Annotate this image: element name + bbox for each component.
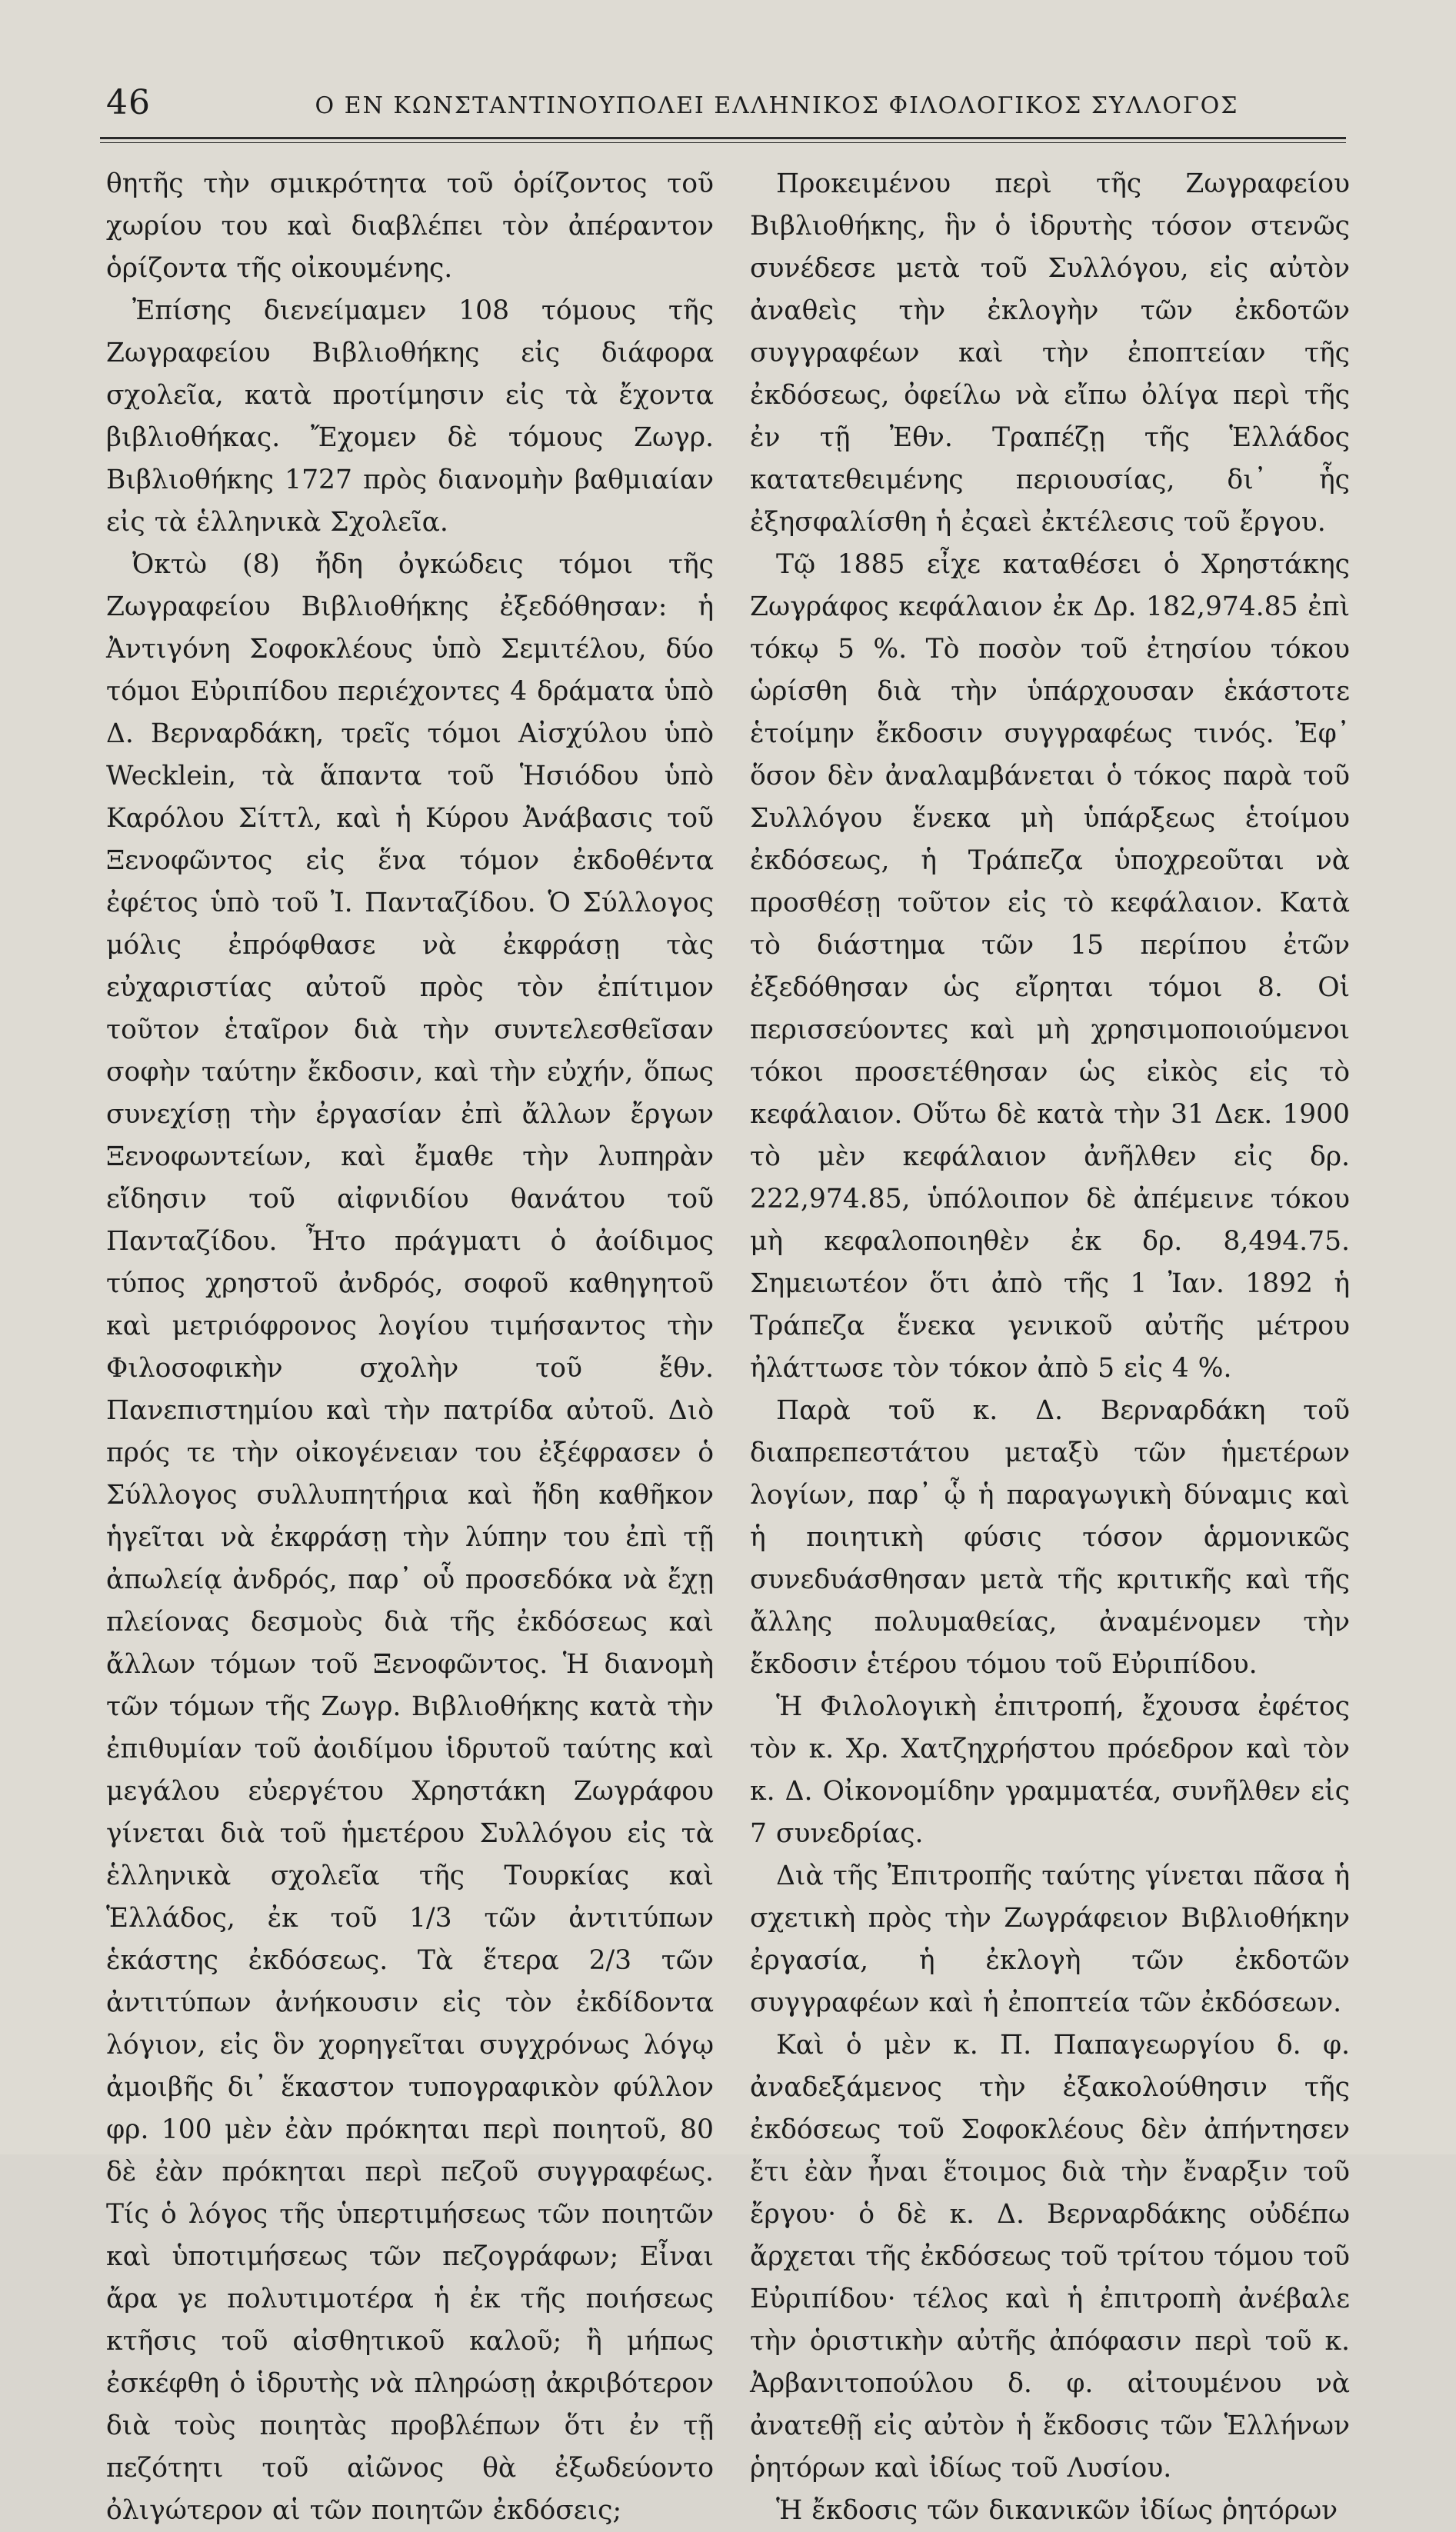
paragraph: Ἐπίσης διενείμαμεν 108 τόμους τῆς Ζωγραφείου Βιβλιοθήκης εἰς διάφορα σχολεῖα, κατὰ προτίμησιν εἰς τὰ ἔχοντα βιβλιοθήκας. Ἔχομεν δὲ τόμους Ζωγρ. Βιβλιοθήκης 1727 πρὸς διανομὴν βαθμιαίαν εἰς τὰ ἑλληνικὰ Σχολεῖα. — [106, 295, 714, 538]
paragraph: Τῷ 1885 εἶχε καταθέσει ὁ Χρηστάκης Ζωγράφος κεφάλαιον ἐκ Δρ. 182,974.85 ἐπὶ τόκῳ 5 %. Τὸ ποσὸν τοῦ ἐτησίου τόκου ὡρίσθη διὰ τὴν ὑπάρχουσαν ἑκάστοτε ἑτοίμην ἔκδοσιν συγγραφέως τινός. Ἐφ᾿ ὅσον δὲν ἀναλαμβάνεται ὁ τόκος παρὰ τοῦ Συλλόγου ἕνεκα μὴ ὑπάρξεως ἑτοίμου ἐκδόσεως, ἡ Τράπεζα ὑποχρεοῦται νὰ προσθέσῃ τοῦτον εἰς τὸ κεφάλαιον. Κατὰ τὸ διάστημα τῶν 15 περίπου ἐτῶν ἐξεδόθησαν ὡς εἴρηται τόμοι 8. Οἱ περισσεύοντες καὶ μὴ χρησιμοποιούμενοι τόκοι προσετέθησαν ὡς εἰκὸς εἰς τὸ κεφάλαιον. Οὕτω δὲ κατὰ τὴν 31 Δεκ. 1900 τὸ μὲν κεφάλαιον ἀνῆλθεν εἰς δρ. 222,974.85, ὑπόλοιπον δὲ ἀπέμεινε τόκου μὴ κεφαλοποιηθὲν ἐκ δρ. 8,494.75. Σημειωτέον ὅτι ἀπὸ τῆς 1 Ἰαν. 1892 ἡ Τράπεζα ἕνεκα γενικοῦ αὐτῆς μέτρου ἠλάττωσε τὸν τόκον ἀπὸ 5 εἰς 4 %. — [750, 549, 1350, 1384]
paragraph: Παρὰ τοῦ κ. Δ. Βερναρδάκη τοῦ διαπρεπεστάτου μεταξὺ τῶν ἡμετέρων λογίων, παρ᾿ ᾧ ἡ παραγωγικὴ δύναμις καὶ ἡ ποιητικὴ φύσις τόσον ἁρμονικῶς συνεδυάσθησαν μετὰ τῆς κριτικῆς καὶ τῆς ἄλλης πολυμαθείας, ἀναμένομεν τὴν ἔκδοσιν ἑτέρου τόμου τοῦ Εὐριπίδου. — [750, 1395, 1350, 1680]
paragraph: Ὀκτὼ (8) ἤδη ὀγκώδεις τόμοι τῆς Ζωγραφείου Βιβλιοθήκης ἐξεδόθησαν: ἡ Ἀντιγόνη Σοφοκλέους ὑπὸ Σεμιτέλου, δύο τόμοι Εὐριπίδου περιέχοντες 4 δράματα ὑπὸ Δ. Βερναρδάκη, τρεῖς τόμοι Αἰσχύλου ὑπὸ Wecklein, τὰ ἅπαντα τοῦ Ἡσιόδου ὑπὸ Καρόλου Σίττλ, καὶ ἡ Κύρου Ἀνάβασις τοῦ Ξενοφῶντος εἰς ἕνα τόμον ἐκδοθέντα ἐφέτος ὑπὸ τοῦ Ἰ. Πανταζίδου. Ὁ Σύλλογος μόλις ἐπρόφθασε νὰ ἐκφράσῃ τὰς εὐχαριστίας αὐτοῦ πρὸς τὸν ἐπίτιμον τοῦτον ἑταῖρον διὰ τὴν συντελεσθεῖσαν σοφὴν ταύτην ἔκδοσιν, καὶ τὴν εὐχήν, ὅπως συνεχίσῃ τὴν ἐργασίαν ἐπὶ ἄλλων ἔργων Ξενοφωντείων, καὶ ἔμαθε τὴν λυπηρὰν εἴδησιν τοῦ αἰφνιδίου θανάτου τοῦ Πανταζίδου. Ἦτο πράγματι ὁ ἀοίδιμος τύπος χρηστοῦ ἀνδρός, σοφοῦ καθηγητοῦ καὶ μετριόφρονος λογίου τιμήσαντος τὴν Φιλοσοφικὴν σχολὴν τοῦ ἔθν. Πανεπιστημίου καὶ τὴν πατρίδα αὐτοῦ. Διὸ πρός τε τὴν οἰκογένειαν του ἐξέφρασεν ὁ Σύλλογος συλλυπητήρια καὶ ἤδη καθῆκον ἡγεῖται νὰ ἐκφράσῃ τὴν λύπην του ἐπὶ τῇ ἀπωλείᾳ ἀνδρός, παρ᾿ οὗ προσεδόκα νὰ ἔχῃ πλείονας δεσμοὺς διὰ τῆς ἐκδόσεως καὶ ἄλλων τόμων τοῦ Ξενοφῶντος. Ἡ διανομὴ τῶν τόμων τῆς Ζωγρ. Βιβλιοθήκης κατὰ τὴν ἐπιθυμίαν τοῦ ἀοιδίμου ἱδρυτοῦ ταύτης καὶ μεγάλου εὐεργέτου Χρηστάκη Ζωγράφου γίνεται διὰ τοῦ ἡμετέρου Συλλόγου εἰς τὰ ἑλληνικὰ σχολεῖα τῆς Τουρκίας καὶ Ἑλλάδος, ἐκ τοῦ 1/3 τῶν ἀντιτύπων ἑκάστης ἐκδόσεως. Τὰ ἕτερα 2/3 τῶν ἀντιτύπων ἀνήκουσιν εἰς τὸν ἐκδίδοντα λόγιον, εἰς ὃν χορηγεῖται συγχρόνως λόγῳ ἀμοιβῆς δι᾿ ἕκαστον τυπογραφικὸν φύλλον φρ. 100 μὲν ἐὰν πρόκηται περὶ ποιητοῦ, 80 δὲ ἐὰν πρόκηται περὶ πεζοῦ συγγραφέως. Τίς ὁ λόγος τῆς ὑπερτιμήσεως τῶν ποιητῶν καὶ ὑποτιμήσεως τῶν πεζογράφων; Εἶναι ἄρα γε πολυτιμοτέρα ἡ ἐκ τῆς ποιήσεως κτῆσις τοῦ αἰσθητικοῦ καλοῦ; ἢ μήπως ἐσκέφθη ὁ ἱδρυτὴς νὰ πληρώσῃ ἀκριβότερον διὰ τοὺς ποιητὰς προβλέπων ὅτι ἐν τῇ πεζότητι τοῦ αἰῶνος θὰ ἐξωδεύοντο ὀλιγώτερον αἱ τῶν ποιητῶν ἐκδόσεις; — [106, 549, 714, 2526]
page-header — [100, 83, 1346, 137]
left-column — [106, 163, 714, 2532]
header-rule — [100, 137, 1346, 139]
paragraph: Καὶ ὁ μὲν κ. Π. Παπαγεωργίου δ. φ. ἀναδεξάμενος τὴν ἐξακολούθησιν τῆς ἐκδόσεως τοῦ Σοφοκλέους δὲν ἀπήντησεν ἔτι ἐὰν ἦναι ἕτοιμος διὰ τὴν ἔναρξιν τοῦ ἔργου· ὁ δὲ κ. Δ. Βερναρδάκης οὐδέπω ἄρχεται τῆς ἐκδόσεως τοῦ τρίτου τόμου τοῦ Εὐριπίδου· τέλος καὶ ἡ ἐπιτροπὴ ἀνέβαλε τὴν ὁριστικὴν αὐτῆς ἀπόφασιν περὶ τοῦ κ. Ἀρβανιτοπούλου δ. φ. αἰτουμένου νὰ ἀνατεθῇ εἰς αὐτὸν ἡ ἔκδοσις τῶν Ἑλλήνων ῥητόρων καὶ ἰδίως τοῦ Λυσίου. — [750, 2030, 1350, 2484]
paragraph: Ἡ ἔκδοσις τῶν δικανικῶν ἰδίως ῥητόρων — [776, 2495, 1338, 2526]
right-column — [750, 163, 1350, 2532]
paragraph: θητῆς τὴν σμικρότητα τοῦ ὁρίζοντος τοῦ χωρίου του καὶ διαβλέπει τὸν ἀπέραντον ὁρίζοντα τῆς οἰκουμένης. — [106, 168, 714, 284]
page-number: 46 — [106, 83, 151, 122]
paragraph: Διὰ τῆς Ἐπιτροπῆς ταύτης γίνεται πᾶσα ἡ σχετικὴ πρὸς τὴν Ζωγράφειον Βιβλιοθήκην ἐργασία, ἡ ἐκλογὴ τῶν ἐκδοτῶν συγγραφέων καὶ ἡ ἐποπτεία τῶν ἐκδόσεων. — [750, 1861, 1350, 2018]
header-rule-thin — [100, 142, 1346, 143]
running-head: Ο ΕΝ ΚΩΝΣΤΑΝΤΙΝΟΥΠΟΛΕΙ ΕΛΛΗΝΙΚΟΣ ΦΙΛΟΛΟΓΙΚΟΣ ΣΥΛΛΟΓΟΣ — [315, 92, 1239, 119]
paragraph: Ἡ Φιλολογικὴ ἐπιτροπή, ἔχουσα ἐφέτος τὸν κ. Χρ. Χατζηχρήστου πρόεδρον καὶ τὸν κ. Δ. Οἰκονομίδην γραμματέα, συνῆλθεν εἰς 7 συνεδρίας. — [750, 1691, 1350, 1849]
paragraph: Προκειμένου περὶ τῆς Ζωγραφείου Βιβλιοθήκης, ἣν ὁ ἱδρυτὴς τόσον στενῶς συνέδεσε μετὰ τοῦ Συλλόγου, εἰς αὐτὸν ἀναθεὶς τὴν ἐκλογὴν τῶν ἐκδοτῶν συγγραφέων καὶ τὴν ἐποπτείαν τῆς ἐκδόσεως, ὀφείλω νὰ εἴπω ὀλίγα περὶ τῆς ἐν τῇ Ἐθν. Τραπέζῃ τῆς Ἑλλάδος κατατεθειμένης περιουσίας, δι᾿ ἧς ἐξησφαλίσθη ἡ ἐςαεὶ ἐκτέλεσις τοῦ ἔργου. — [750, 168, 1350, 538]
